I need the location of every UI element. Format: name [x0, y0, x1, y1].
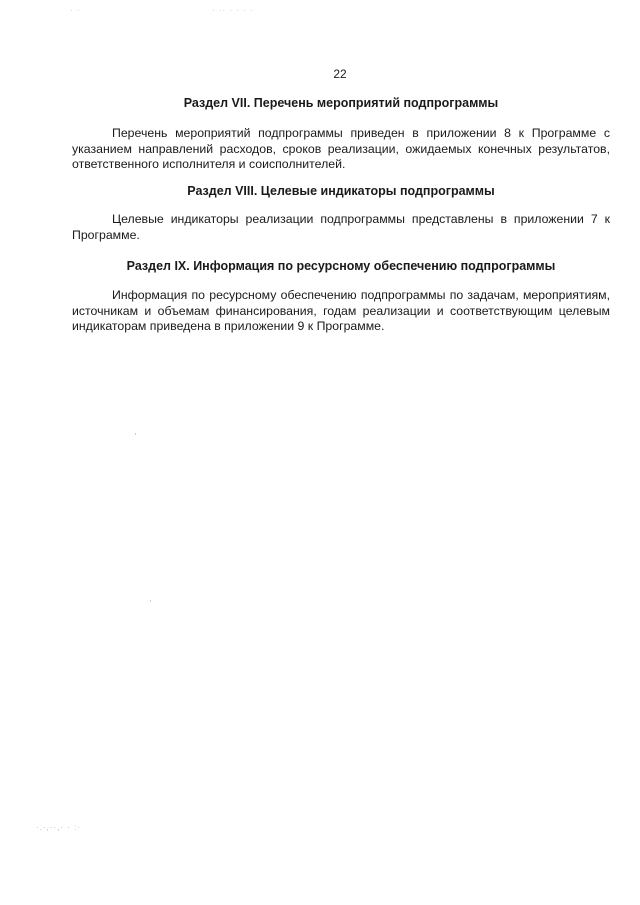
- scan-artifact: ·.·,··,· · :·: [36, 823, 81, 832]
- section-body: Перечень мероприятий подпрограммы приведен в приложении 8 к Программе с указанием направлений расходов, сроков реализации, ожидаемых конечных результатов, ответственного исполнителя и соисполнителей.: [72, 126, 610, 171]
- scan-speck: [150, 600, 151, 602]
- section-vii: [72, 96, 610, 173]
- section-title: Раздел VIII. Целевые индикаторы подпрограммы: [187, 184, 495, 198]
- section-title: Раздел VII. Перечень мероприятий подпрограммы: [183, 96, 499, 110]
- page-number: 22: [333, 67, 347, 81]
- scan-artifact: · ·: [70, 6, 81, 15]
- scan-artifact: · ·· · · · ·: [212, 6, 254, 15]
- section-body: Информация по ресурсному обеспечению подпрограммы по задачам, мероприятиям, источникам и объемам финансирования, годам реализации и соответствующим целевым индикаторам приведена в приложении 9 к Программе.: [72, 288, 610, 333]
- section-body: Целевые индикаторы реализации подпрограммы представлены в приложении 7 к Программе.: [72, 212, 610, 242]
- section-viii: [72, 184, 610, 243]
- scan-speck: [135, 433, 136, 435]
- section-ix: [72, 259, 610, 335]
- section-title: Раздел IX. Информация по ресурсному обеспечению подпрограммы: [126, 259, 556, 273]
